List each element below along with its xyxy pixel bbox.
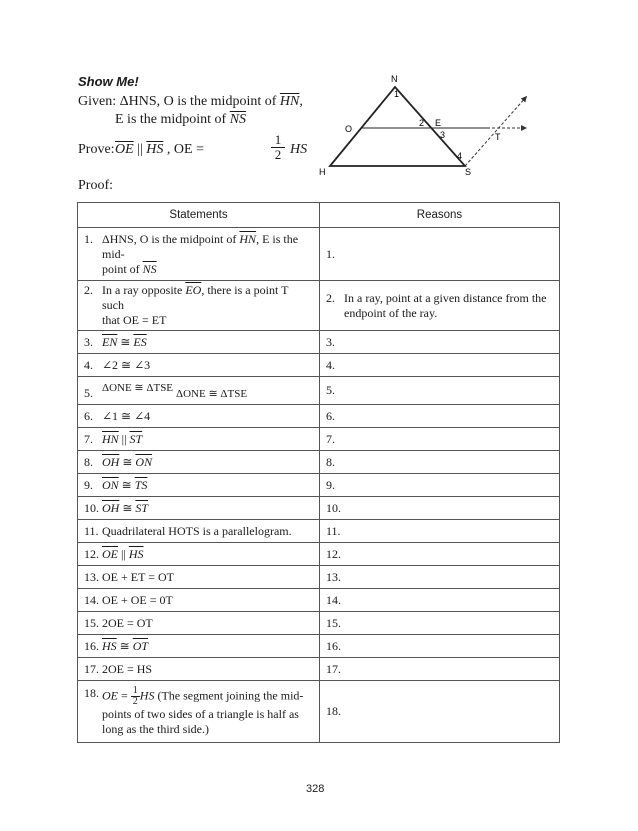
segment-st-dashed (465, 96, 527, 166)
reason-cell: 3. (320, 331, 560, 354)
reason-cell: 12. (320, 543, 560, 566)
statement-cell: 5. ΔONE ≅ ΔTSE ΔONE ≅ ΔTSE (78, 377, 320, 405)
table-row (78, 612, 560, 635)
proof-label: Proof: (78, 178, 113, 193)
label-o: O (345, 124, 353, 134)
fraction-one-half: $\frac{1}{2}$ (271, 133, 285, 162)
label-n: N (391, 74, 398, 84)
reason-cell: 1. (320, 228, 560, 281)
table-row (78, 658, 560, 681)
given-statement: Given: ΔHNS, O is the midpoint of $\overline{HN}$, (78, 94, 303, 109)
table-row (78, 377, 560, 405)
label-s: S (465, 167, 472, 177)
statement-cell: 12. $\overline{OE}$ || $\overline{HS}$ (78, 543, 320, 566)
table-row (78, 497, 560, 520)
statement-cell: 10. $\overline{OH}$ ≅ $\overline{ST}$ (78, 497, 320, 520)
statement-cell: 16. $\overline{HS}$ ≅ $\overline{OT}$ (78, 635, 320, 658)
label-3: 3 (440, 130, 446, 140)
table-row (78, 228, 560, 281)
reason-cell: 13. (320, 566, 560, 589)
label-2: 2 (419, 118, 425, 128)
fraction-one-half: $\frac{1}{2}$ (132, 685, 138, 707)
reason-cell: 15. (320, 612, 560, 635)
statement-cell: 13. OE + ET = OT (78, 566, 320, 589)
statement-cell: 18. OE = $\frac{1}{2}$ HS (The segment joining the mid- points of two sides of a triangle is half as long as the third side.) (78, 681, 320, 743)
statement-cell: 7. $\overline{HN}$ || $\overline{ST}$ (78, 428, 320, 451)
given-statement-line2: E is the midpoint of $\overline{NS}$ (115, 112, 247, 127)
table-row (78, 428, 560, 451)
statement-cell: 8. $\overline{OH}$ ≅ $\overline{ON}$ (78, 451, 320, 474)
section-title: Show Me! (78, 74, 139, 89)
table-row (78, 589, 560, 612)
statement-cell: 1. ΔHNS, O is the midpoint of $\overline{HN}$, E is the mid- point of $\overline{NS}$ (78, 228, 320, 281)
table-row (78, 566, 560, 589)
statement-cell: 6. ∠1 ≅ ∠4 (78, 405, 320, 428)
proof-table (77, 202, 560, 743)
table-row (78, 474, 560, 497)
table-row (78, 520, 560, 543)
reason-cell: 4. (320, 354, 560, 377)
statement-cell: 17. 2OE = HS (78, 658, 320, 681)
statement-cell: 9. $\overline{ON}$ ≅ $\overline{TS}$ (78, 474, 320, 497)
table-row (78, 543, 560, 566)
reason-cell: 18. (320, 681, 560, 743)
table-row (78, 405, 560, 428)
reason-cell: 9. (320, 474, 560, 497)
reason-cell: 7. (320, 428, 560, 451)
reason-cell: 10. (320, 497, 560, 520)
table-header-row (78, 203, 560, 228)
statement-cell: 3. $\overline{EN}$ ≅ $\overline{ES}$ (78, 331, 320, 354)
table-row (78, 681, 560, 743)
reason-cell: 11. (320, 520, 560, 543)
column-header-statements: Statements (78, 203, 320, 228)
statement-cell: 14. OE + OE = 0T (78, 589, 320, 612)
table-row (78, 635, 560, 658)
reason-cell: 16. (320, 635, 560, 658)
reason-cell: 17. (320, 658, 560, 681)
label-h: H (319, 167, 326, 177)
statement-cell: 15. 2OE = OT (78, 612, 320, 635)
label-e: E (435, 118, 442, 128)
label-1: 1 (394, 89, 400, 99)
statement-cell: 4. ∠2 ≅ ∠3 (78, 354, 320, 377)
statement-cell: 11. Quadrilateral HOTS is a parallelogram. (78, 520, 320, 543)
reason-cell: 6. (320, 405, 560, 428)
reason-cell: 5. (320, 377, 560, 405)
label-4: 4 (457, 151, 463, 161)
label-t: T (495, 132, 501, 142)
table-row (78, 281, 560, 331)
triangle-diagram (315, 72, 545, 182)
table-row (78, 354, 560, 377)
reason-cell: 2. In a ray, point at a given distance from the endpoint of the ray. (320, 281, 560, 331)
table-row (78, 331, 560, 354)
table-row (78, 451, 560, 474)
page-number: 328 (306, 783, 325, 795)
statement-cell: 2. In a ray opposite $\overline{EO}$, there is a point T such that OE = ET (78, 281, 320, 331)
column-header-reasons: Reasons (320, 203, 560, 228)
reason-cell: 14. (320, 589, 560, 612)
reason-cell: 8. (320, 451, 560, 474)
